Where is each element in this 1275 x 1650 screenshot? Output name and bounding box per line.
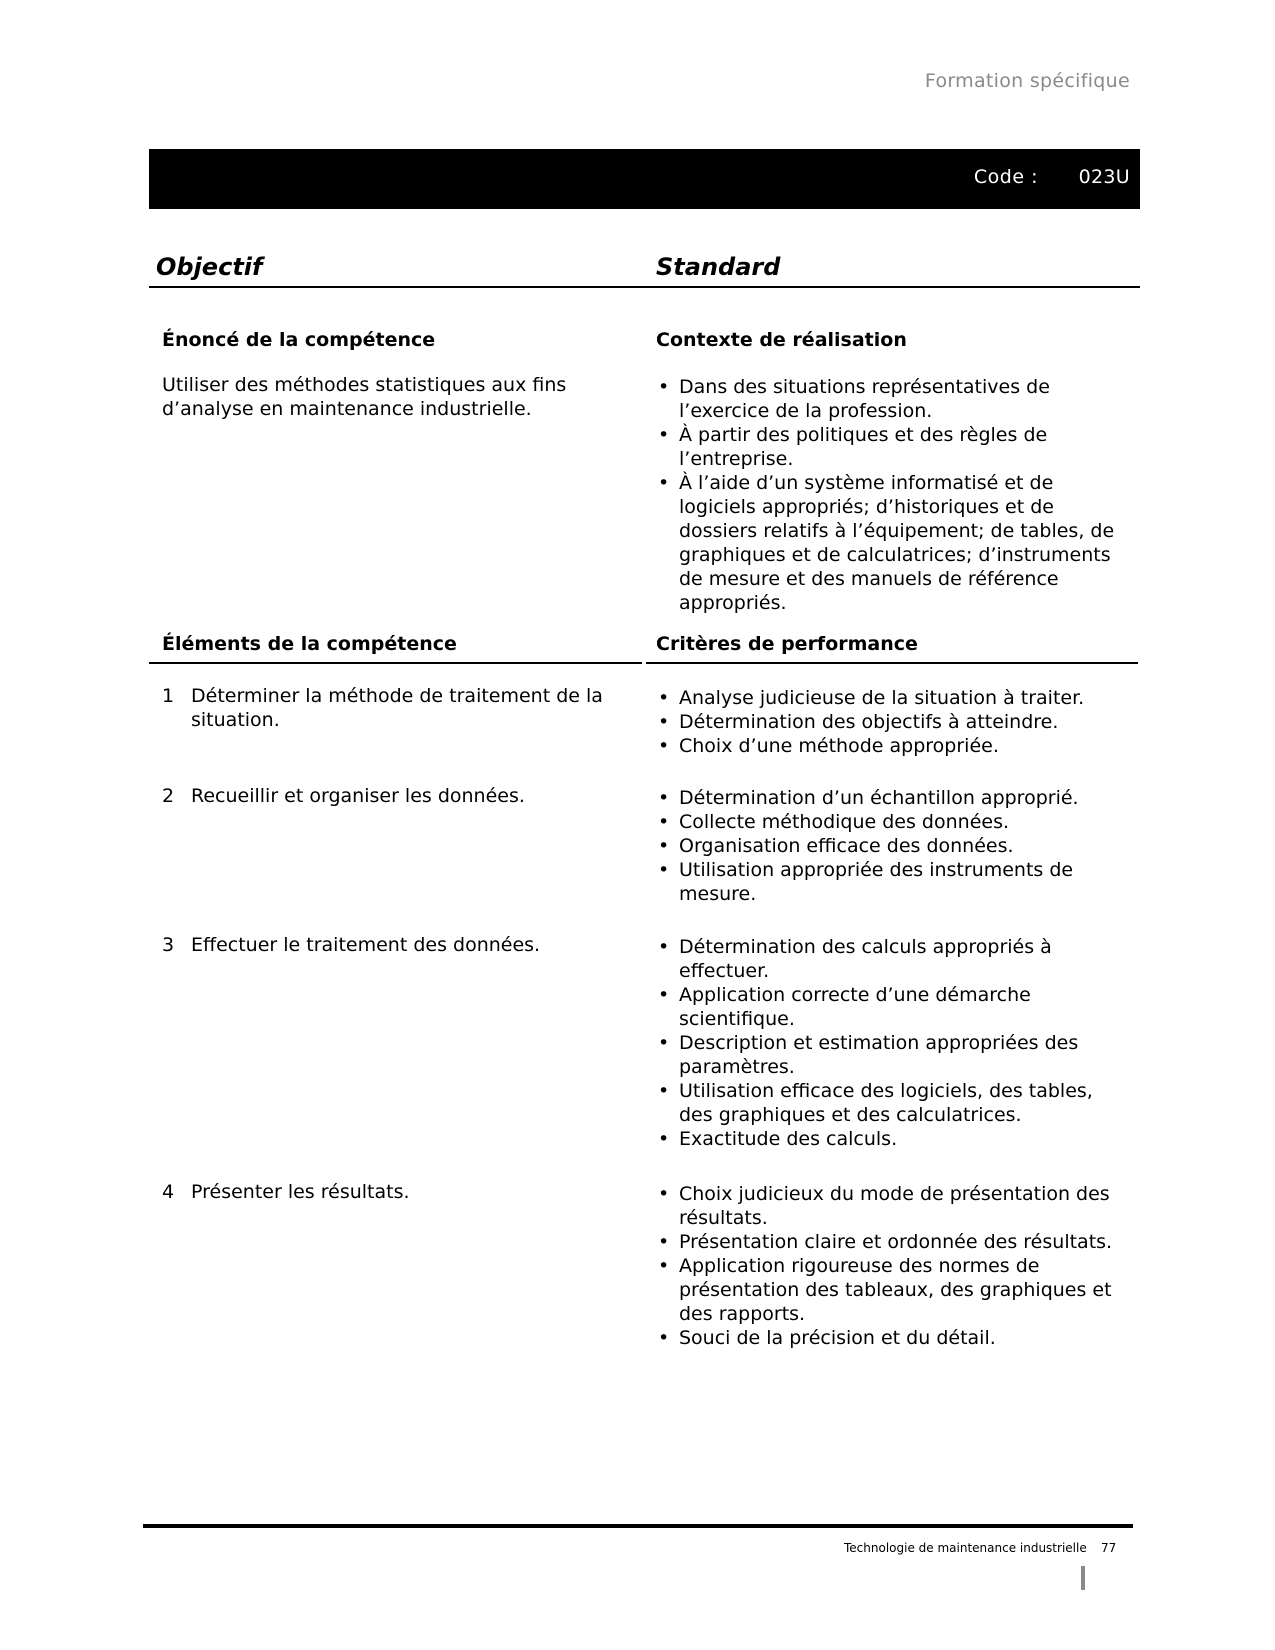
objectif-heading: Objectif <box>156 253 263 281</box>
criterion-item: • Détermination des objectifs à atteindre. <box>656 710 1126 734</box>
footer-rule <box>143 1524 1133 1528</box>
element-number: 3 <box>162 934 175 956</box>
element-2 <box>162 784 622 808</box>
criteria-list-2 <box>656 786 1126 906</box>
criterion-item: • Souci de la précision et du détail. <box>656 1326 1126 1350</box>
element-3 <box>162 933 622 957</box>
contexte-list <box>656 375 1126 615</box>
section-header: Formation spécifique <box>924 70 1130 92</box>
code-bar <box>149 149 1140 209</box>
criterion-item: • Description et estimation appropriées des paramètres. <box>656 1031 1126 1079</box>
criterion-item: • Détermination d’un échantillon approprié. <box>656 786 1126 810</box>
criteria-list-4 <box>656 1182 1126 1350</box>
element-4 <box>162 1180 622 1204</box>
criteria-list-1 <box>656 686 1126 758</box>
footer-marker <box>1081 1566 1085 1590</box>
elements-title: Éléments de la compétence <box>162 633 457 655</box>
criteres-rule <box>646 662 1138 664</box>
criterion-item: • Utilisation appropriée des instruments de mesure. <box>656 858 1126 906</box>
footer-title: Technologie de maintenance industrielle <box>844 1541 1087 1555</box>
element-text: Effectuer le traitement des données. <box>191 934 541 956</box>
contexte-item: • À partir des politiques et des règles de l’entreprise. <box>656 423 1126 471</box>
criterion-item: • Application correcte d’une démarche scientifique. <box>656 983 1126 1031</box>
criterion-item: • Exactitude des calculs. <box>656 1127 1126 1151</box>
element-1 <box>162 684 622 732</box>
code-value: 023U <box>1078 166 1130 188</box>
criteres-title: Critères de performance <box>656 633 918 655</box>
enonce-title: Énoncé de la compétence <box>162 329 436 351</box>
element-text: Déterminer la méthode de traitement de la situation. <box>191 685 603 731</box>
contexte-item: • À l’aide d’un système informatisé et de logiciels appropriés; d’historiques et de dossiers relatifs à l’équipement; de tables, de graphiques et de calculatrices; d’instruments de mesure et des manuels de référence appropriés. <box>656 471 1126 615</box>
criterion-item: • Détermination des calculs appropriés à effectuer. <box>656 935 1126 983</box>
enonce-text: Utiliser des méthodes statistiques aux fins d’analyse en maintenance industrielle. <box>162 374 567 420</box>
criterion-item: • Collecte méthodique des données. <box>656 810 1126 834</box>
code-label: Code : <box>973 166 1038 188</box>
element-text: Recueillir et organiser les données. <box>191 785 525 807</box>
criteria-list-3 <box>656 935 1126 1151</box>
element-number: 4 <box>162 1181 175 1203</box>
criterion-item: • Présentation claire et ordonnée des résultats. <box>656 1230 1126 1254</box>
criterion-item: • Utilisation efficace des logiciels, des tables, des graphiques et des calculatrices. <box>656 1079 1126 1127</box>
heading-rule <box>149 286 1140 288</box>
elements-rule <box>149 662 642 664</box>
contexte-title: Contexte de réalisation <box>656 329 907 351</box>
element-number: 2 <box>162 785 175 807</box>
criterion-item: • Organisation efficace des données. <box>656 834 1126 858</box>
criterion-item: • Application rigoureuse des normes de présentation des tableaux, des graphiques et des rapports. <box>656 1254 1126 1326</box>
criterion-item: • Choix d’une méthode appropriée. <box>656 734 1126 758</box>
standard-heading: Standard <box>656 253 781 281</box>
page-number: 77 <box>1101 1541 1117 1555</box>
element-number: 1 <box>162 685 175 707</box>
contexte-item: • Dans des situations représentatives de l’exercice de la profession. <box>656 375 1126 423</box>
criterion-item: • Analyse judicieuse de la situation à traiter. <box>656 686 1126 710</box>
criterion-item: • Choix judicieux du mode de présentation des résultats. <box>656 1182 1126 1230</box>
element-text: Présenter les résultats. <box>191 1181 410 1203</box>
